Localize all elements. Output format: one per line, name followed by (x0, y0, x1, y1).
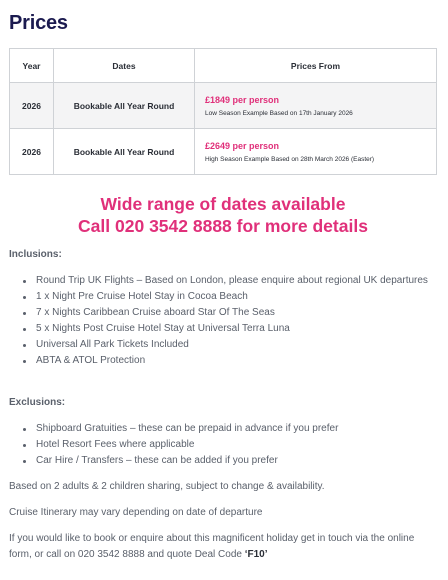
itinerary-note: Cruise Itinerary may vary depending on date of departure (9, 507, 263, 518)
header-dates: Dates (54, 49, 195, 83)
cell-dates: Bookable All Year Round (54, 83, 195, 129)
list-item: Hotel Resort Fees where applicable (9, 437, 437, 453)
list-item: ABTA & ATOL Protection (9, 353, 437, 369)
price-amount: £1849 per person (205, 94, 280, 105)
cell-dates: Bookable All Year Round (54, 129, 195, 175)
inclusions-label: Inclusions: (9, 249, 62, 260)
table-row (10, 83, 437, 129)
table-header-row (10, 49, 437, 83)
list-item: Car Hire / Transfers – these can be added if you prefer (9, 453, 437, 469)
cell-year: 2026 (10, 129, 54, 175)
header-year: Year (10, 49, 54, 83)
sharing-note: Based on 2 adults & 2 children sharing, subject to change & availability. (9, 481, 325, 492)
header-prices-from: Prices From (195, 49, 437, 83)
price-amount: £2649 per person (205, 140, 280, 151)
list-item: 5 x Nights Post Cruise Hotel Stay at Universal Terra Luna (9, 321, 437, 337)
promo-call-line: Call 020 3542 8888 for more details (78, 216, 368, 236)
cell-year: 2026 (10, 83, 54, 129)
contact-note (9, 531, 437, 563)
price-note: High Season Example Based on 28th March 2026 (Easter) (205, 155, 375, 163)
list-item: 1 x Night Pre Cruise Hotel Stay in Cocoa Beach (9, 289, 437, 305)
price-note: Low Season Example Based on 17th January 2026 (205, 109, 353, 117)
exclusions-list (9, 421, 437, 469)
list-item: Universal All Park Tickets Included (9, 337, 437, 353)
promo-banner (9, 193, 437, 237)
deal-code: ‘F10’ (244, 549, 268, 560)
contact-text: If you would like to book or enquire about this magnificent holiday get in touch via the online form, or call on 020 3542 8888 and quote Deal Code (9, 533, 415, 560)
list-item: 7 x Nights Caribbean Cruise aboard Star Of The Seas (9, 305, 437, 321)
promo-dates-line: Wide range of dates available (100, 194, 346, 214)
prices-table (9, 48, 437, 175)
page-title: Prices (9, 12, 68, 34)
list-item: Shipboard Gratuities – these can be prepaid in advance if you prefer (9, 421, 437, 437)
cell-price (195, 83, 437, 129)
cell-price (195, 129, 437, 175)
exclusions-label: Exclusions: (9, 397, 66, 408)
list-item: Round Trip UK Flights – Based on London, please enquire about regional UK departures (9, 273, 437, 289)
inclusions-list (9, 273, 437, 369)
table-row (10, 129, 437, 175)
